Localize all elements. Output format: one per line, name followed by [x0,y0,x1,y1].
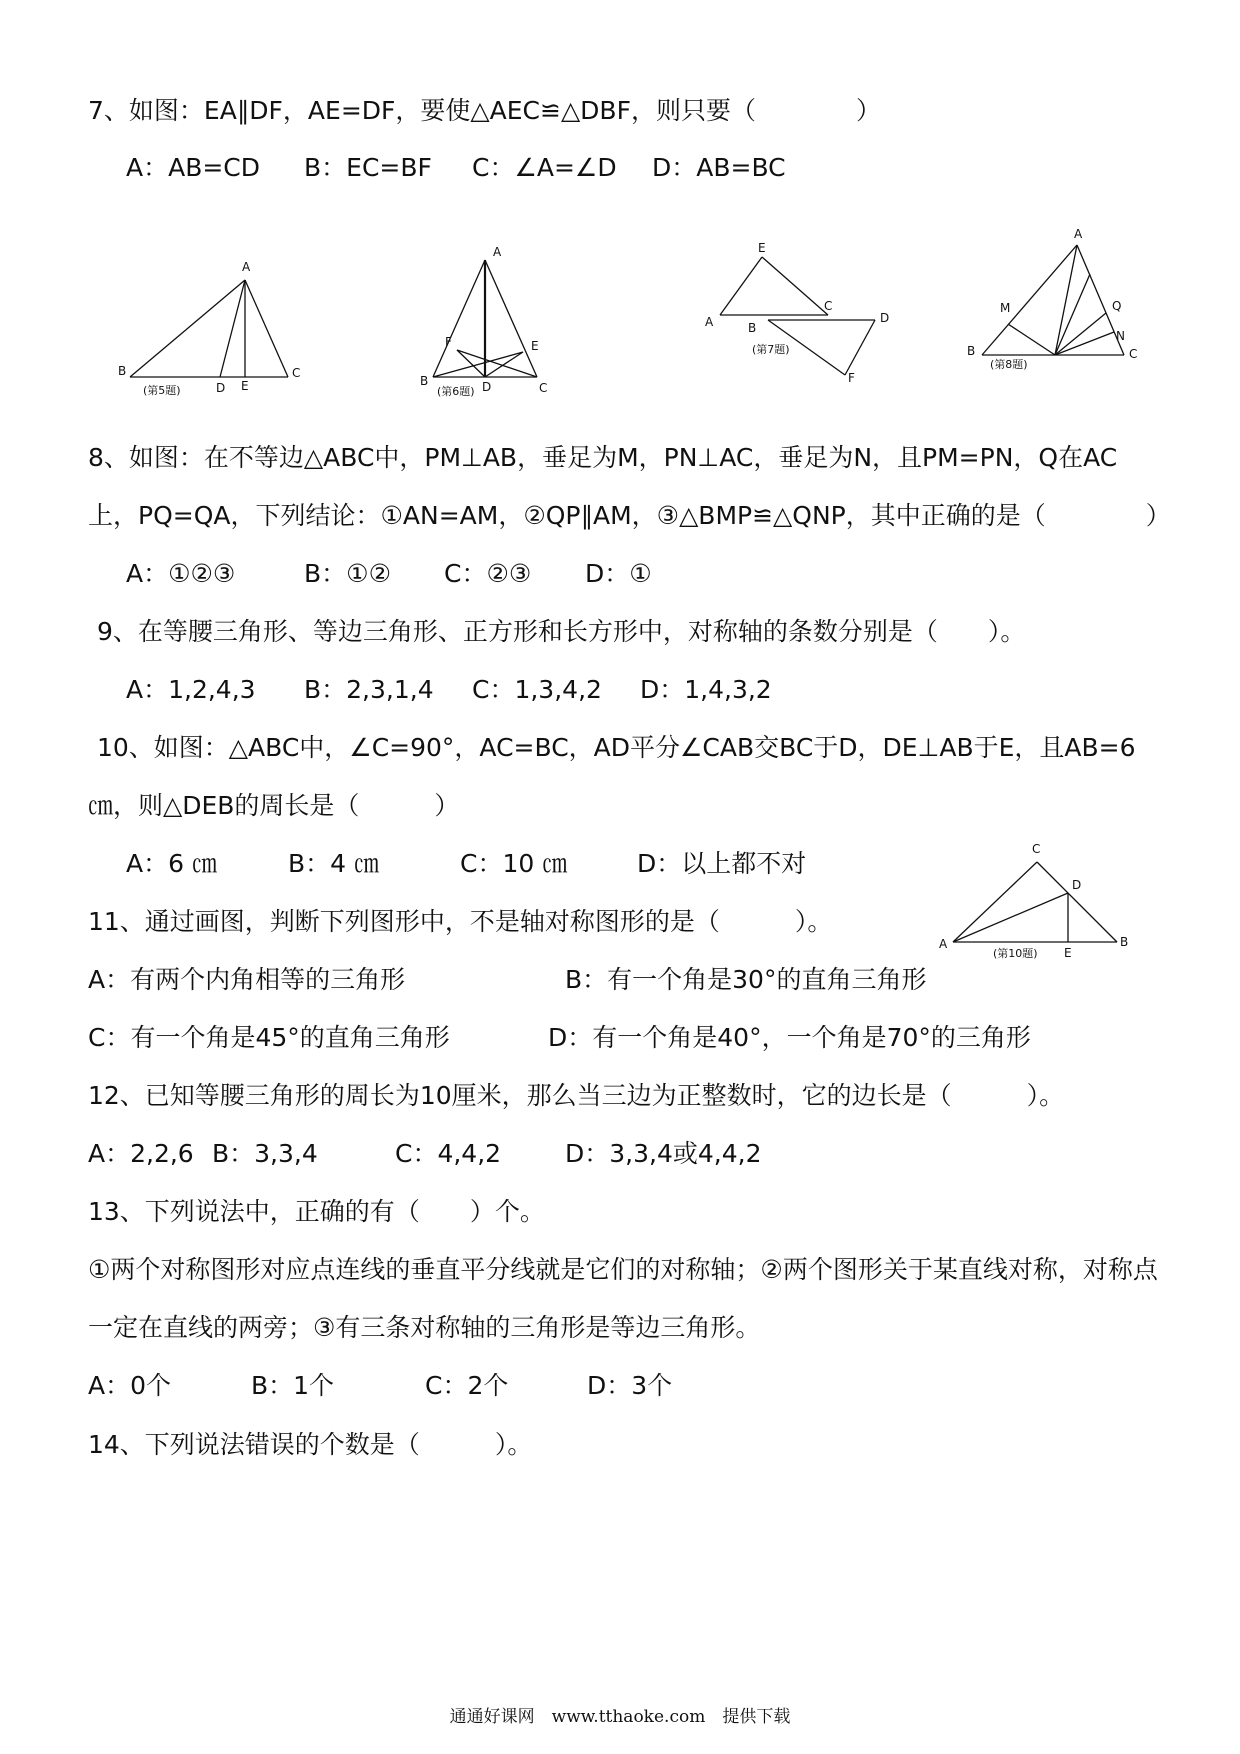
page-footer: 通通好课网 www.tthaoke.com 提供下载 [449,1707,791,1727]
figure-6 [415,240,565,410]
q8-option-b: B：①② [304,559,391,588]
q13-option-d: D：3个 [587,1371,673,1400]
q10-stem-line1: 10、如图：△ABC中，∠C=90°，AC=BC，AD平分∠CAB交BC于D，DE⊥AB于E，且AB=6 [97,733,1136,762]
q13-body-line2: 一定在直线的两旁；③有三条对称轴的三角形是等边三角形。 [88,1313,761,1342]
fig10-label-b: B [1120,935,1129,949]
fig8-label-c: C [1129,347,1138,361]
q12-stem: 12、已知等腰三角形的周长为10厘米，那么当三边为正整数时，它的边长是（ ）。 [88,1081,1065,1110]
fig5-label-b: B [118,364,127,378]
q9-stem: 9、在等腰三角形、等边三角形、正方形和长方形中，对称轴的条数分别是（ ）。 [97,617,1026,646]
fig8-label-q: Q [1112,299,1122,313]
q9-option-b: B：2,3,1,4 [304,675,434,704]
q12-option-a: A：2,2,6 [88,1139,194,1168]
q12-option-c: C：4,4,2 [395,1139,502,1168]
fig7-caption: (第7题) [752,343,790,356]
q11-option-a: A：有两个内角相等的三角形 [88,965,406,994]
fig8-label-m: M [1000,301,1011,315]
q13-body-line1: ①两个对称图形对应点连线的垂直平分线就是它们的对称轴；②两个图形关于某直线对称，对称点 [88,1255,1158,1284]
fig7-label-d: D [880,311,890,325]
fig6-label-e: E [531,339,539,353]
fig5-label-d: D [216,381,226,395]
q10-option-b: B：4 ㎝ [288,849,380,878]
q10-stem-line2: ㎝，则△DEB的周长是（ ） [88,791,460,820]
fig6-caption: (第6题) [437,385,475,398]
q7-option-d: D：AB=BC [652,153,786,182]
fig10-label-e: E [1064,946,1072,960]
q8-option-d: D：① [585,559,652,588]
fig10-label-c: C [1032,842,1041,856]
q8-option-a: A：①②③ [126,559,236,588]
figure-10 [935,830,1135,970]
q7-option-c: C：∠A=∠D [472,153,617,182]
fig7-label-f: F [848,371,855,385]
q10-option-a: A：6 ㎝ [126,849,217,878]
fig6-label-a: A [493,245,502,259]
q7-option-b: B：EC=BF [304,153,432,182]
q13-stem: 13、下列说法中，正确的有（ ）个。 [88,1197,545,1226]
fig5-label-c: C [292,366,301,380]
q10-option-c: C：10 ㎝ [460,849,568,878]
figure-7 [700,240,900,390]
q7-option-a: A：AB=CD [126,153,261,182]
q8-stem-line1: 8、如图：在不等边△ABC中，PM⊥AB，垂足为M，PN⊥AC，垂足为N，且PM=PN，Q在AC [88,443,1118,472]
fig6-label-c: C [539,381,548,395]
q12-option-d: D：3,3,4或4,4,2 [565,1139,762,1168]
fig10-caption: (第10题) [993,947,1038,960]
q10-option-d: D：以上都不对 [637,849,807,878]
q13-option-b: B：1个 [251,1371,335,1400]
fig5-label-a: A [242,260,251,274]
q11-option-d: D：有一个角是40°，一个角是70°的三角形 [548,1023,1031,1052]
fig8-label-n: N [1116,329,1125,343]
fig8-caption: (第8题) [990,358,1028,371]
q11-stem: 11、通过画图，判断下列图形中，不是轴对称图形的是（ ）。 [88,907,833,936]
q9-option-c: C：1,3,4,2 [472,675,602,704]
fig5-caption: (第5题) [143,384,181,397]
q11-option-c: C：有一个角是45°的直角三角形 [88,1023,450,1052]
q8-stem-line2: 上，PQ=QA，下列结论：①AN=AM，②QP∥AM，③△BMP≌△QNP，其中正确的是（ ） [88,501,1171,530]
q12-option-b: B：3,3,4 [212,1139,318,1168]
figure-5 [110,255,310,405]
fig7-label-e: E [758,241,766,255]
fig8-label-a: A [1074,227,1083,241]
fig6-label-b: B [420,374,429,388]
fig7-label-b: B [748,321,757,335]
fig10-label-a: A [939,937,948,951]
fig5-label-e: E [241,379,249,393]
q9-option-d: D：1,4,3,2 [640,675,772,704]
q13-option-c: C：2个 [425,1371,509,1400]
fig7-label-c: C [824,299,833,313]
figure-8 [962,225,1152,375]
fig7-label-a: A [705,315,714,329]
fig6-label-f: F [445,335,452,349]
fig10-label-d: D [1072,878,1082,892]
q7-stem: 7、如图：EA∥DF，AE=DF，要使△AEC≌△DBF，则只要（ ） [88,96,881,125]
q11-option-b: B：有一个角是30°的直角三角形 [565,965,927,994]
fig6-label-d: D [482,380,492,394]
q8-option-c: C：②③ [444,559,532,588]
q9-option-a: A：1,2,4,3 [126,675,256,704]
q14-stem: 14、下列说法错误的个数是（ ）。 [88,1430,533,1459]
q13-option-a: A：0个 [88,1371,172,1400]
fig8-label-b: B [967,344,976,358]
